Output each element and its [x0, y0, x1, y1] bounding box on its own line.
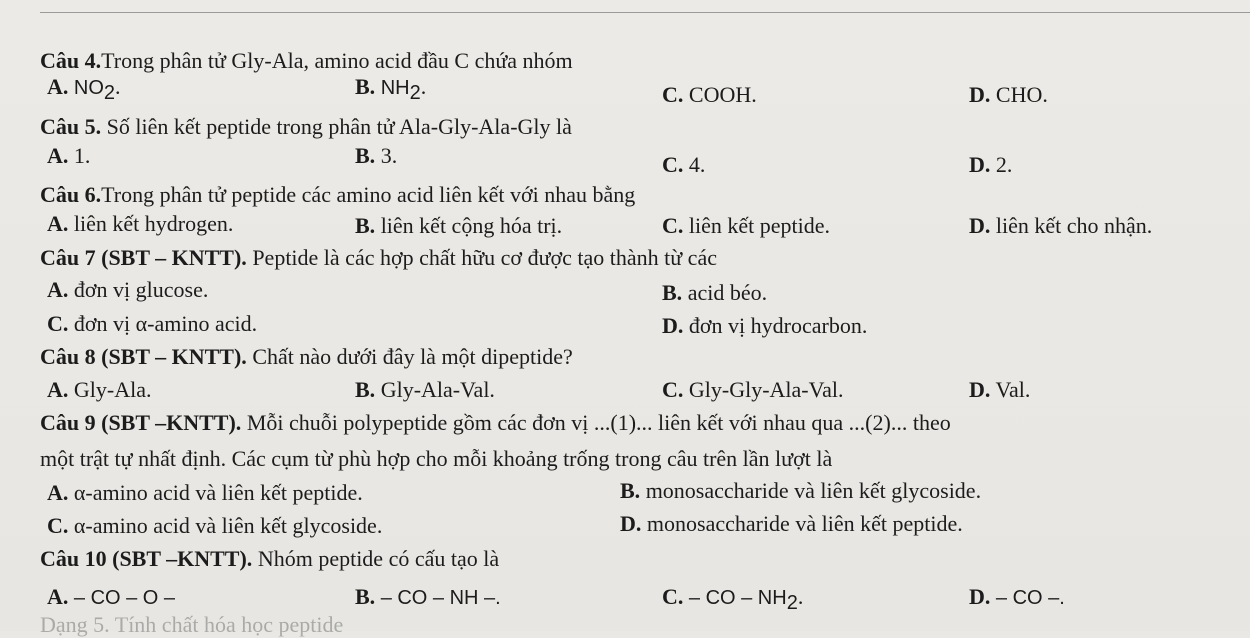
q5-option-a: A. 1. [47, 143, 91, 168]
q10-option-c: C. – CO – NH2. [662, 584, 804, 614]
q4-option-c: C. COOH. [662, 82, 757, 107]
q8-option-d: D. Val. [969, 377, 1031, 402]
q7-option-b: B. acid béo. [662, 280, 768, 305]
question-10-stem: Câu 10 (SBT –KNTT). Nhóm peptide có cấu tạo là [40, 546, 500, 571]
question-8-stem: Câu 8 (SBT – KNTT). Chất nào dưới đây là một dipeptide? [40, 344, 573, 369]
q9-option-c: C. α-amino acid và liên kết glycoside. [47, 513, 383, 538]
top-rule [40, 12, 1250, 13]
q4-option-b: B. NH2. [355, 74, 427, 104]
question-6-stem: Câu 6.Trong phân tử peptide các amino acid liên kết với nhau bằng [40, 182, 636, 207]
q9-option-d: D. monosaccharide và liên kết peptide. [620, 511, 963, 536]
q6-option-a: A. liên kết hydrogen. [47, 211, 234, 236]
question-9-stem-line2: một trật tự nhất định. Các cụm từ phù hợp cho mỗi khoảng trống trong câu trên lần lượt là [40, 446, 833, 471]
q4-option-a: A. NO2. [47, 74, 121, 104]
q9-option-a: A. α-amino acid và liên kết peptide. [47, 480, 363, 505]
q6-option-d: D. liên kết cho nhận. [969, 213, 1153, 238]
q6-option-c: C. liên kết peptide. [662, 213, 831, 238]
question-9-stem: Câu 9 (SBT –KNTT). Mỗi chuỗi polypeptide gồm các đơn vị ...(1)... liên kết với nhau qua ...(2)... theo [40, 410, 951, 435]
q4-option-d: D. CHO. [969, 82, 1048, 107]
question-4-prefix: Câu 4. [40, 48, 102, 73]
q8-option-b: B. Gly-Ala-Val. [355, 377, 495, 402]
q10-option-a: A. – CO – O – [47, 584, 176, 609]
q7-option-d: D. đơn vị hydrocarbon. [662, 313, 868, 338]
q8-option-c: C. Gly-Gly-Ala-Val. [662, 377, 844, 402]
q7-option-c: C. đơn vị α-amino acid. [47, 311, 258, 336]
question-7-stem: Câu 7 (SBT – KNTT). Peptide là các hợp chất hữu cơ được tạo thành từ các [40, 245, 717, 270]
q5-option-d: D. 2. [969, 152, 1013, 177]
q9-option-b: B. monosaccharide và liên kết glycoside. [620, 478, 982, 503]
q8-option-a: A. Gly-Ala. [47, 377, 152, 402]
q10-option-d: D. – CO –. [969, 584, 1065, 609]
question-5-stem: Câu 5. Số liên kết peptide trong phân tử Ala-Gly-Ala-Gly là [40, 114, 572, 139]
q5-option-b: B. 3. [355, 143, 398, 168]
q6-option-b: B. liên kết cộng hóa trị. [355, 213, 563, 238]
q7-option-a: A. đơn vị glucose. [47, 277, 209, 302]
q5-option-c: C. 4. [662, 152, 706, 177]
cut-off-heading: Dạng 5. Tính chất hóa học peptide [40, 612, 344, 637]
q10-option-b: B. – CO – NH –. [355, 584, 501, 609]
question-4-stem: Câu 4.Trong phân tử Gly-Ala, amino acid đầu C chứa nhóm [40, 48, 573, 73]
